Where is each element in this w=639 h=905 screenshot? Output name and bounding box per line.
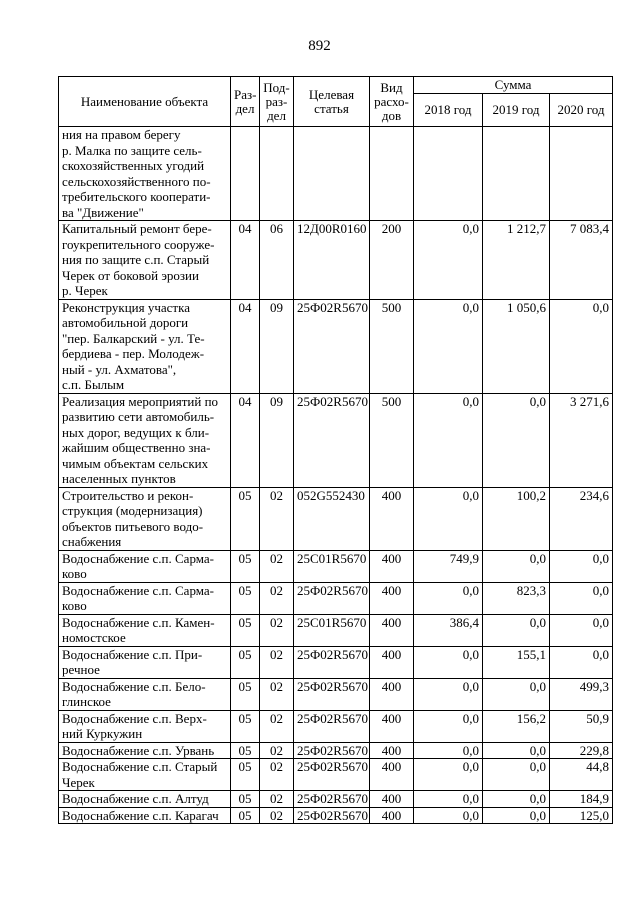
cell-2018: 0,0 (414, 221, 483, 300)
cell-2020 (550, 127, 613, 221)
cell-target: 25Ф02R5670 (294, 582, 370, 614)
cell-name: Водоснабжение с.п. Камен- номостское (59, 614, 231, 646)
cell-2020: 0,0 (550, 550, 613, 582)
cell-podrazdel: 02 (260, 759, 294, 791)
table-row (59, 759, 613, 791)
cell-vid: 400 (370, 678, 414, 710)
cell-vid (370, 127, 414, 221)
cell-2018: 0,0 (414, 487, 483, 550)
header-podrazdel: Под- раз- дел (260, 77, 294, 127)
cell-2018 (414, 127, 483, 221)
cell-2020: 0,0 (550, 299, 613, 393)
cell-2018: 749,9 (414, 550, 483, 582)
cell-vid: 400 (370, 791, 414, 808)
cell-name: Водоснабжение с.п. Карагач (59, 807, 231, 824)
cell-razdel: 05 (231, 759, 260, 791)
page-number: 892 (308, 38, 331, 54)
cell-razdel: 05 (231, 807, 260, 824)
cell-razdel: 04 (231, 393, 260, 487)
cell-2019: 0,0 (483, 614, 550, 646)
header-2020: 2020 год (550, 94, 613, 127)
cell-2018: 0,0 (414, 791, 483, 808)
header-2019: 2019 год (483, 94, 550, 127)
cell-podrazdel: 02 (260, 646, 294, 678)
cell-2020: 125,0 (550, 807, 613, 824)
cell-name: Реализация мероприятий по развитию сети автомобиль- ных дорог, ведущих к бли- жайшим общественно зна- чимым объектам сельских населенных пунктов (59, 393, 231, 487)
cell-2019: 1 050,6 (483, 299, 550, 393)
header-target: Целевая статья (294, 77, 370, 127)
cell-target: 25Ф02R5670 (294, 791, 370, 808)
cell-name: Водоснабжение с.п. При- речное (59, 646, 231, 678)
cell-vid: 500 (370, 393, 414, 487)
cell-name: ния на правом берегу р. Малка по защите сель- скохозяйственных угодий сельскохозяйственного по- требительского кооперати- ва "Движение" (59, 127, 231, 221)
cell-name: Водоснабжение с.п. Урвань (59, 742, 231, 759)
header-summa: Сумма (414, 77, 613, 94)
cell-2020: 3 271,6 (550, 393, 613, 487)
cell-2020: 0,0 (550, 582, 613, 614)
cell-target: 25Ф02R5670 (294, 299, 370, 393)
cell-2019: 0,0 (483, 759, 550, 791)
cell-2020: 0,0 (550, 614, 613, 646)
cell-2019: 155,1 (483, 646, 550, 678)
cell-name: Водоснабжение с.п. Алтуд (59, 791, 231, 808)
cell-target: 25Ф02R5670 (294, 710, 370, 742)
cell-target: 25Ф02R5670 (294, 646, 370, 678)
cell-2019: 0,0 (483, 791, 550, 808)
cell-vid: 400 (370, 550, 414, 582)
cell-target: 25Ф02R5670 (294, 678, 370, 710)
cell-2018: 0,0 (414, 807, 483, 824)
cell-razdel: 05 (231, 710, 260, 742)
cell-vid: 400 (370, 582, 414, 614)
cell-razdel: 05 (231, 614, 260, 646)
cell-2018: 0,0 (414, 646, 483, 678)
cell-2020: 0,0 (550, 646, 613, 678)
cell-2019: 0,0 (483, 807, 550, 824)
table-row (59, 646, 613, 678)
cell-2019: 823,3 (483, 582, 550, 614)
cell-razdel: 05 (231, 487, 260, 550)
cell-razdel (231, 127, 260, 221)
budget-table (58, 76, 613, 824)
header-razdel: Раз- дел (231, 77, 260, 127)
cell-2020: 229,8 (550, 742, 613, 759)
cell-podrazdel: 02 (260, 582, 294, 614)
table-row (59, 582, 613, 614)
cell-podrazdel: 02 (260, 807, 294, 824)
cell-2020: 44,8 (550, 759, 613, 791)
cell-2018: 0,0 (414, 299, 483, 393)
cell-vid: 400 (370, 710, 414, 742)
header-vid: Вид расхо- дов (370, 77, 414, 127)
cell-podrazdel: 02 (260, 791, 294, 808)
cell-2020: 499,3 (550, 678, 613, 710)
cell-razdel: 05 (231, 582, 260, 614)
cell-target: 25С01R5670 (294, 550, 370, 582)
cell-2019: 100,2 (483, 487, 550, 550)
cell-2018: 0,0 (414, 678, 483, 710)
cell-2018: 0,0 (414, 759, 483, 791)
table-row (59, 807, 613, 824)
cell-2019: 156,2 (483, 710, 550, 742)
cell-name: Строительство и рекон- струкция (модернизация) объектов питьевого водо- снабжения (59, 487, 231, 550)
table-row (59, 678, 613, 710)
cell-vid: 400 (370, 487, 414, 550)
table-row (59, 127, 613, 221)
cell-2019: 0,0 (483, 393, 550, 487)
cell-2018: 0,0 (414, 742, 483, 759)
table-row (59, 393, 613, 487)
cell-razdel: 04 (231, 221, 260, 300)
cell-razdel: 05 (231, 550, 260, 582)
table-row (59, 742, 613, 759)
cell-name: Реконструкция участка автомобильной дороги "пер. Балкарский - ул. Те- бердиева - пер. Молодеж- ный - ул. Ахматова", с.п. Былым (59, 299, 231, 393)
table-body (59, 127, 613, 824)
cell-target: 25Ф02R5670 (294, 807, 370, 824)
cell-target: 25Ф02R5670 (294, 742, 370, 759)
cell-podrazdel: 06 (260, 221, 294, 300)
header-2018: 2018 год (414, 94, 483, 127)
cell-vid: 400 (370, 742, 414, 759)
table-row (59, 614, 613, 646)
cell-2018: 386,4 (414, 614, 483, 646)
cell-name: Водоснабжение с.п. Сарма- ково (59, 582, 231, 614)
table-row (59, 550, 613, 582)
cell-name: Водоснабжение с.п. Верх- ний Куркужин (59, 710, 231, 742)
cell-podrazdel: 02 (260, 487, 294, 550)
header-name: Наименование объекта (59, 77, 231, 127)
cell-razdel: 05 (231, 678, 260, 710)
cell-target: 12Д00R0160 (294, 221, 370, 300)
cell-2018: 0,0 (414, 393, 483, 487)
cell-name: Водоснабжение с.п. Старый Черек (59, 759, 231, 791)
cell-name: Водоснабжение с.п. Сарма- ково (59, 550, 231, 582)
cell-podrazdel: 09 (260, 393, 294, 487)
cell-razdel: 04 (231, 299, 260, 393)
cell-target: 25Ф02R5670 (294, 759, 370, 791)
cell-podrazdel: 02 (260, 614, 294, 646)
cell-podrazdel (260, 127, 294, 221)
cell-2020: 234,6 (550, 487, 613, 550)
cell-2019: 0,0 (483, 678, 550, 710)
cell-vid: 400 (370, 759, 414, 791)
cell-target: 25Ф02R5670 (294, 393, 370, 487)
cell-razdel: 05 (231, 791, 260, 808)
cell-vid: 400 (370, 807, 414, 824)
cell-podrazdel: 02 (260, 678, 294, 710)
table-header (59, 77, 613, 127)
cell-podrazdel: 02 (260, 550, 294, 582)
table-row (59, 299, 613, 393)
cell-2019: 1 212,7 (483, 221, 550, 300)
cell-razdel: 05 (231, 646, 260, 678)
cell-name: Капитальный ремонт бере- гоукрепительного сооруже- ния по защите с.п. Старый Черек от боковой эрозии р. Черек (59, 221, 231, 300)
cell-vid: 400 (370, 614, 414, 646)
cell-vid: 400 (370, 646, 414, 678)
table-row (59, 791, 613, 808)
cell-2020: 184,9 (550, 791, 613, 808)
cell-target: 25С01R5670 (294, 614, 370, 646)
cell-2018: 0,0 (414, 582, 483, 614)
cell-podrazdel: 02 (260, 742, 294, 759)
cell-razdel: 05 (231, 742, 260, 759)
cell-2019 (483, 127, 550, 221)
cell-2020: 50,9 (550, 710, 613, 742)
cell-target: 052G552430 (294, 487, 370, 550)
cell-2018: 0,0 (414, 710, 483, 742)
table-row (59, 487, 613, 550)
cell-podrazdel: 02 (260, 710, 294, 742)
table-row (59, 221, 613, 300)
cell-podrazdel: 09 (260, 299, 294, 393)
cell-2019: 0,0 (483, 550, 550, 582)
table-row (59, 710, 613, 742)
cell-vid: 200 (370, 221, 414, 300)
cell-2019: 0,0 (483, 742, 550, 759)
cell-name: Водоснабжение с.п. Бело- глинское (59, 678, 231, 710)
cell-vid: 500 (370, 299, 414, 393)
cell-target (294, 127, 370, 221)
cell-2020: 7 083,4 (550, 221, 613, 300)
